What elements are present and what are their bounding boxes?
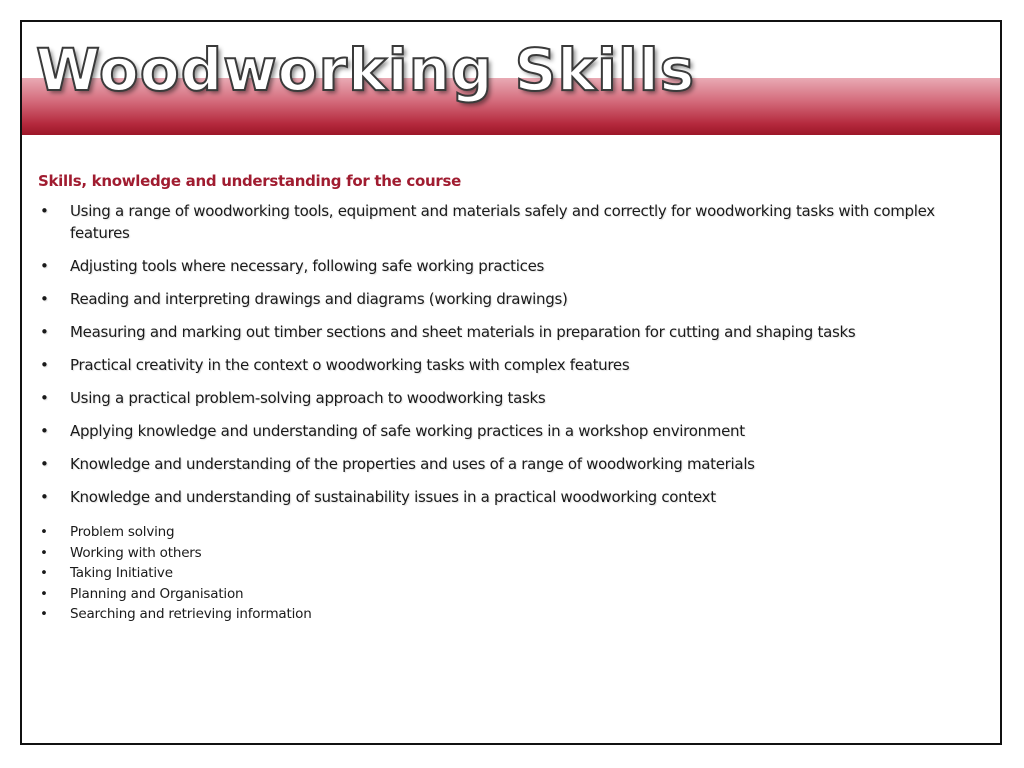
list-item <box>38 288 982 310</box>
list-item <box>38 486 982 508</box>
list-item-text: Working with others <box>70 544 202 561</box>
list-item <box>38 387 982 409</box>
list-item <box>38 543 982 564</box>
bullet-icon: • <box>40 356 49 374</box>
bullet-icon: • <box>40 606 48 622</box>
list-item <box>38 420 982 442</box>
list-item <box>38 354 982 376</box>
list-item-text: Measuring and marking out timber sections and sheet materials in preparation for cutting and shaping tasks <box>70 323 856 341</box>
bullet-icon: • <box>40 544 48 561</box>
list-item-text: Knowledge and understanding of sustainability issues in a practical woodworking context <box>70 488 716 506</box>
list-item-text: Knowledge and understanding of the properties and uses of a range of woodworking materials <box>70 455 755 473</box>
bullet-icon: • <box>40 290 49 308</box>
bullet-icon: • <box>40 202 49 220</box>
list-item-text: Searching and retrieving information <box>70 606 312 622</box>
core-skills-list <box>38 522 982 625</box>
bullet-icon: • <box>40 455 49 473</box>
list-item-text: Applying knowledge and understanding of safe working practices in a workshop environment <box>70 422 745 440</box>
list-item <box>38 563 982 584</box>
main-points-list <box>38 200 982 508</box>
slide-content <box>38 172 982 625</box>
list-item <box>38 584 982 605</box>
bullet-icon: • <box>40 257 49 275</box>
bullet-icon: • <box>40 585 48 602</box>
list-item-text: Using a range of woodworking tools, equipment and materials safely and correctly for woodworking tasks with complex features <box>70 202 935 242</box>
list-item-text: Using a practical problem-solving approach to woodworking tasks <box>70 389 546 407</box>
bullet-icon: • <box>40 488 49 506</box>
list-item-text: Problem solving <box>70 524 175 540</box>
bullet-icon: • <box>40 565 48 581</box>
list-item-text: Practical creativity in the context o woodworking tasks with complex features <box>70 356 630 374</box>
list-item <box>38 604 982 625</box>
bullet-icon: • <box>40 323 49 341</box>
list-item-text: Taking Initiative <box>70 565 173 581</box>
list-item <box>38 453 982 475</box>
list-item-text: Planning and Organisation <box>70 585 244 602</box>
list-item <box>38 321 982 343</box>
bullet-icon: • <box>40 389 49 407</box>
slide-title: Woodworking Skills <box>36 36 696 104</box>
bullet-icon: • <box>40 422 49 440</box>
slide <box>20 20 1002 745</box>
list-item <box>38 522 982 543</box>
list-item-text: Reading and interpreting drawings and diagrams (working drawings) <box>70 290 568 308</box>
list-item-text: Adjusting tools where necessary, following safe working practices <box>70 257 545 275</box>
list-item <box>38 255 982 277</box>
section-subheading: Skills, knowledge and understanding for the course <box>38 172 461 190</box>
bullet-icon: • <box>40 524 48 540</box>
list-item <box>38 200 982 244</box>
